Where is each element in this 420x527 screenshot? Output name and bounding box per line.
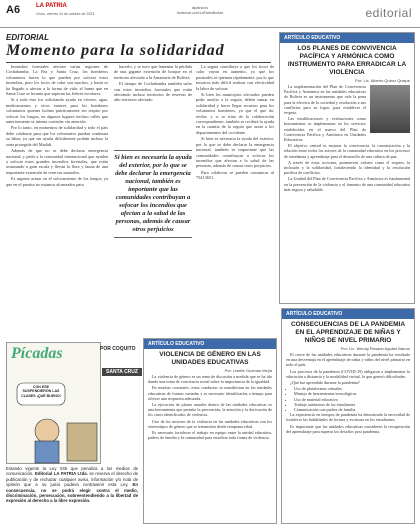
page-number: A6 xyxy=(6,4,21,16)
paragraph: El objetivo central es mejorar la convivencia, la comunicación y la relación entre todos los actores de la comunidad educativa en los procesos de enseñanza y aprendizaje para el desarrollo de una cultura de paz. xyxy=(284,143,410,159)
editorial-title: Momento para la solidaridad xyxy=(6,42,271,63)
editorial-column-2-top xyxy=(114,64,192,146)
cartoon-title: Pícadas xyxy=(11,345,63,362)
article-label: ARTÍCULO EDUCATIVO xyxy=(282,309,414,319)
paragraph: Es necesario fortalecer el trabajo en equipo entre la unidad educativa, padres de familia y la comunidad para erradicar toda forma de violencia. xyxy=(148,430,272,441)
disclaimer-warning: En consecuencia, no se podrá elegir contra el medio, discriminación, persecución, sobreentendiendo a la libertad de expresión al derecho a la libre expresión. xyxy=(6,482,138,504)
newspaper-logo: LA PATRIA xyxy=(36,3,67,9)
cartoon xyxy=(6,342,101,464)
paragraph: Es urgente actuar en el sofocamiento de los fuegos, ya que en el paraíso no estamos alcanzados para xyxy=(6,176,108,187)
paragraph: Incendios forestales afectan varias regiones de Cochabamba, La Paz y Santa Cruz, los bomberos voluntarios hacen lo que pueden por sofocar estos incendios, pero los focos de calor son muchos, y hasta se ha llegado a afectar a la forma de vida, el humo que en Santa Cruz se levanta que superan las fiebres escolares. xyxy=(6,64,108,97)
article-title: VIOLENCIA DE GÉNERO EN LAS UNIDADES EDUCATIVAS xyxy=(159,351,261,366)
paragraph: La Unidad del Plan de Convivencia Pacífica y Armónica es fundamental en la prevención de la violencia y el fomento de una comunidad educativa más segura y saludable. xyxy=(284,176,410,192)
site-link[interactable]: lapatria.bo xyxy=(191,6,209,10)
cartoon-credit: POR COQUITO xyxy=(100,346,136,352)
disclaimer-publisher: Editorial LA PATRIA Ltda. xyxy=(35,471,88,477)
social-link[interactable]: facebook.com/LaPatriaBolivia xyxy=(176,11,224,15)
disclaimer-text: Estando vigente la Ley 045 que penaliza a los medios de comunicación, xyxy=(6,466,138,477)
list-item: • Comunicación con padres de familia xyxy=(294,407,410,412)
article-pandemia xyxy=(281,308,415,524)
disclaimer-text-2: se reserva el derecho de publicación y de rechazar cualquier aviso, información y/o nota de opinión que a su juicio pudiera contravenir esta Ley. xyxy=(6,471,138,488)
speech-bubble: CON ESE SUSPENDIERON LAS CLASES ¡QUÉ BUENO! xyxy=(21,385,61,398)
paragraph: Por lo tanto, en momentos de solidaridad y todo el país debe colaborar para que los voluntarios puedan continuar su labor, ya que sin ayuda difícilmente podrán incluso la zona protegida del Madidi. xyxy=(6,125,108,147)
bullet-list xyxy=(286,386,410,412)
section-label: editorial xyxy=(365,6,412,20)
article-body xyxy=(282,352,414,524)
article-author: Por: Lic. Alberto Quiroz Quispe xyxy=(355,78,410,83)
paragraph: hacerlo, y se tuvo que lamentar la pérdida de una gigante extensión de bosque en el territorio afectado a la Amazonía de Bolivia. xyxy=(114,64,192,80)
paragraph: Los procesos de la pandemia (COVID-19) obligaron a implementar la educación a distancia y la modalidad virtual, lo que generó dificultades. xyxy=(286,368,410,379)
editorial-column-1 xyxy=(6,64,108,336)
paragraph: Las modificaciones y evaluaciones como herramientas se implementan en los servicios establecidos en el marco del Plan de Convivencia Pacífica y Armónica en Unidades Educativas. xyxy=(284,116,366,143)
author-photo xyxy=(370,85,410,133)
list-item: • Manejo de herramientas tecnológicas xyxy=(294,391,410,396)
paragraph: La experiencia en tiempos de pandemia ha demostrado la necesidad de fortalecer las habilidades de lectura y escritura en los estudiantes. xyxy=(286,412,410,423)
paragraph: Si a todo esto los solicitando ayuda en víveres, agua, medicamentos y otros enseres para los bomberos voluntarios quienes luchan prácticamente sin respiro por sofocar los fuegos, en algunos lugares incluso calles que anteriormente se intenta controlar sin atención. xyxy=(6,97,108,125)
cartoon-drawing xyxy=(7,343,102,465)
article-author: Por: Lic. Wendy Rosario Aguilar Barros xyxy=(340,346,410,351)
paragraph: Uno de los motores de la violencia en las unidades educativas son los estereotipos de género que se transmiten desde temprana edad. xyxy=(148,418,272,429)
legal-disclaimer xyxy=(6,466,138,504)
article-label: ARTÍCULO EDUCATIVO xyxy=(280,33,414,43)
paragraph: Es importante que las unidades educativas consideren la recuperación del aprendizaje para superar los desafíos post pandemia. xyxy=(286,423,410,434)
article-author: Por: Lisette Guzman Mejía xyxy=(224,368,272,373)
editorial-label: EDITORIAL xyxy=(6,33,49,42)
list-item: • Uso de plataformas virtuales xyxy=(294,386,410,391)
paragraph: El tiempo de Cochabamba también sufre con estos incendios forestales que están afectando incluso territorios de reservas de alto territorio afectado. xyxy=(114,81,192,103)
paragraph: En muchas ocasiones, estas conductas se manifiestan en las unidades educativas de formas variadas y es necesario identificarlas a tiempo para ofrecer una respuesta adecuada. xyxy=(148,385,272,401)
paragraph: La seguía contribuye a que los focos de calor vayan en aumento, ya que los pastizales se queman rápidamente, por lo que nosotros más difícil realizar con efectividad la labor de sofocar. xyxy=(196,64,274,91)
article-violencia xyxy=(143,338,277,524)
article-body xyxy=(280,84,414,304)
paragraph: A través de estas acciones, promueven valores como el respeto, la inclusión y la solidaridad, fortaleciendo la identidad y la resolución pacífica de conflictos. xyxy=(284,159,410,176)
article-body xyxy=(144,374,276,524)
article-label: ARTÍCULO EDUCATIVO xyxy=(144,339,276,349)
editorial-column-3 xyxy=(196,64,274,336)
paragraph: La ejecución de planes anuales dentro de las unidades educativas es una herramienta que permite la prevención, la atención y la derivación de los casos identificados de violencia. xyxy=(148,402,272,418)
paragraph: Si bien es necesaria la ayuda del exterior, por lo que se debe declarar la emergencia nacional, también es importante que las comunidades contribuyan a sofocar los incendios que afectan a la salud de las personas, además de causar otros perjuicios. xyxy=(196,136,274,169)
list-item: • Trabajo autónomo de los estudiantes xyxy=(294,402,410,407)
issue-date: Oruro, viernes 24 de octubre de 2023 xyxy=(36,12,95,16)
paragraph: Además de que no se debe declarar emergencia nacional, y pedir a la comunidad internacional que ayuden a sofocar estos grandes incendios forestales, que están avanzando a gran escala y llevan la flora y fauna de una importante extensión de reservas naturales. xyxy=(6,148,108,175)
pull-quote: Si bien es necesaria la ayuda del exterior, por lo que se debe declarar la emergencia nacional, también es importante que las comunidades contribuyan a sofocar los incendios que afectan a la salud de las personas, además de causar otros perjuicios xyxy=(114,150,192,238)
paragraph: La violencia de género es un tema de discusión a medida que se ha ido dando una toma de conciencia social sobre la importancia de la igualdad. xyxy=(148,374,272,385)
list-item: • Uso de material educativo xyxy=(294,397,410,402)
article-title: CONSECUENCIAS DE LA PANDEMIA EN EL APRENDIZAJE DE NIÑAS Y NIÑOS DE NIVEL PRIMARIO xyxy=(290,321,406,344)
paragraph: Si bien los municipios afectados pueden pedir auxilio a la seguía, deben sumar en solidaridad y hacer llegar recursos para los voluntarios bomberos, ya que el que da, recibe, y si se trata de la colaboración correspondiente, también se recibirá la ayuda en la cuantía de la seguía que azota a los departamentos del occidente. xyxy=(196,92,274,135)
paragraph: El cierre de las unidades educativas durante la pandemia ha resultado en una desventaja en el aprendizaje de niñas y niños del nivel primario en todo el país. xyxy=(286,352,410,368)
header-links xyxy=(150,6,250,16)
paragraph: La implementación del Plan de Convivencia Pacífica y Armónica en las unidades educativas de Bolivia es un instrumento que vale la pena para la efectiva de la sociedad y resolución a sus conflictos para su logro, para establecer el respeto. xyxy=(284,84,366,116)
cartoon-caption: SANTA CRUZ xyxy=(102,368,142,376)
paragraph: Para colaborar se pueden comunicar al 75413651. xyxy=(196,169,274,181)
paragraph: ¿Qué fue aprendido durante la pandemia? xyxy=(290,380,360,386)
page-header xyxy=(0,0,420,28)
article-convivencia xyxy=(279,32,415,304)
article-title: LOS PLANES DE CONVIVENCIA PACÍFICA Y ARMÓNICA COMO INSTRUMENTO PARA ERRADICAR LA VIOLENCIA xyxy=(287,45,407,76)
